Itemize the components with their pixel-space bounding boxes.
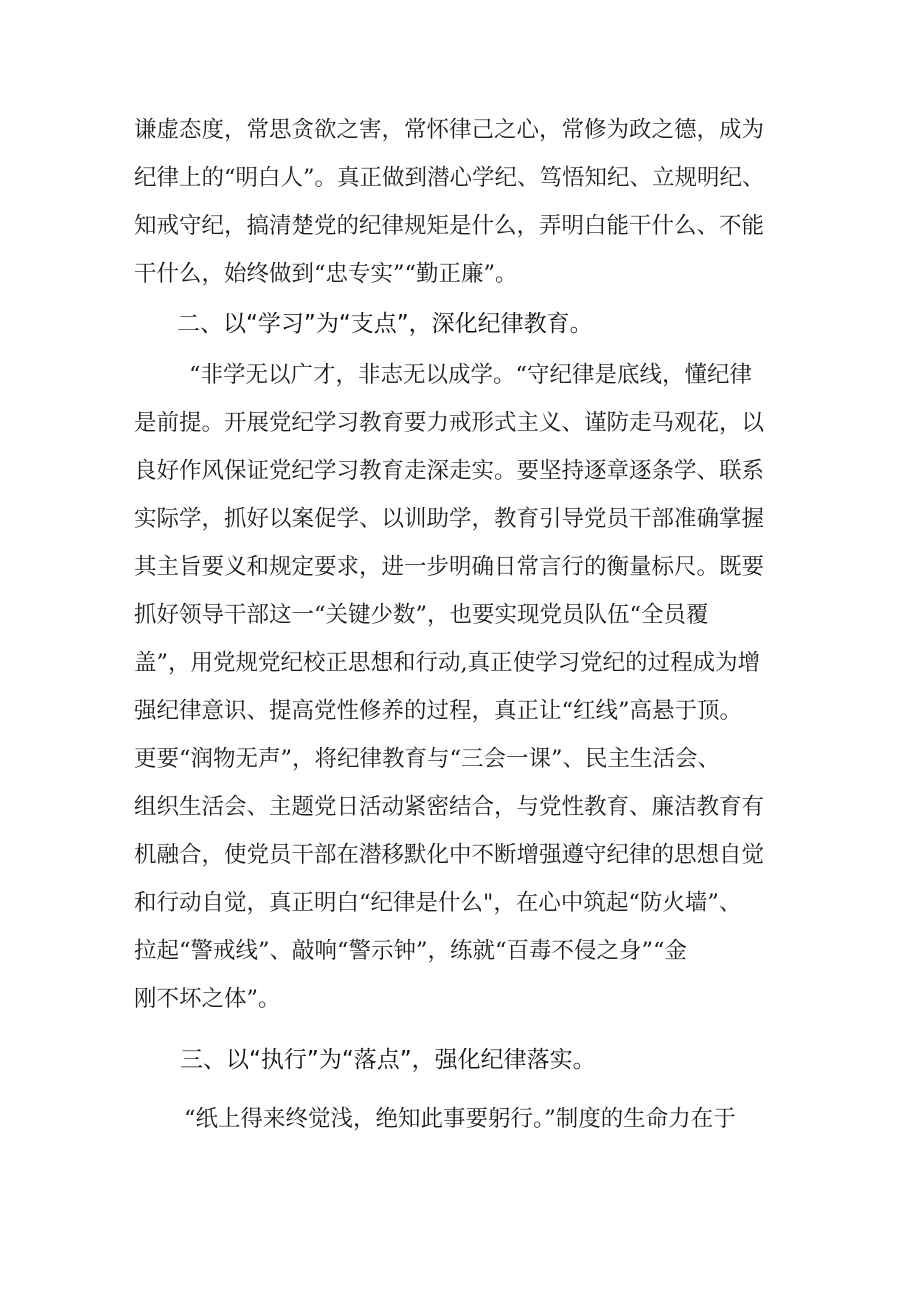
section-heading-2: 二、以“学习”为“支点”，深化纪律教育。 [177,311,593,337]
paragraph-2-line-4: 实际学，抓好以案促学、以训助学，教育引导党员干部准确掌握 [134,506,765,532]
paragraph-1-line-1: 谦虚态度，常思贪欲之害，常怀律己之心，常修为政之德，成为 [134,117,765,143]
paragraph-3-line-1: “纸上得来终觉浅，绝知此事要躬行。”制度的生命力在于 [184,1106,736,1132]
paragraph-2-line-3: 良好作风保证党纪学习教育走深走实。要坚持逐章逐条学、联系 [134,458,765,484]
paragraph-2-line-7: 盖”，用党规党纪校正思想和行动,真正使学习党纪的过程成为增 [134,650,761,676]
paragraph-1-line-4: 干什么，始终做到“忠专实”“勤正廉”。 [134,261,518,287]
paragraph-2-line-5: 其主旨要义和规定要求，进一步明确日常言行的衡量标尺。既要 [134,554,765,580]
section-heading-3: 三、以“执行”为“落点”，强化纪律落实。 [180,1047,596,1073]
paragraph-2-line-14: 刚不坏之体”。 [134,986,281,1012]
paragraph-2-line-11: 机融合，使党员干部在潜移默化中不断增强遵守纪律的思想自觉 [134,842,765,868]
paragraph-2-line-9: 更要“润物无声”，将纪律教育与“三会一课”、民主生活会、 [134,746,721,772]
paragraph-2-line-8: 强纪律意识、提高党性修养的过程，真正让“红线”高悬于顶。 [134,698,743,724]
paragraph-2-line-2: 是前提。开展党纪学习教育要力戒形式主义、谨防走马观花，以 [134,410,765,436]
paragraph-2-line-13: 拉起“警戒线”、敲响“警示钟”，练就“百毒不侵之身”“金 [134,938,688,964]
paragraph-1-line-3: 知戒守纪，搞清楚党的纪律规矩是什么，弄明白能干什么、不能 [134,213,765,239]
paragraph-2-line-6: 抓好领导干部这一“关键少数”，也要实现党员队伍“全员覆 [134,602,709,628]
paragraph-2-line-10: 组织生活会、主题党日活动紧密结合，与党性教育、廉洁教育有 [134,794,765,820]
paragraph-1-line-2: 纪律上的“明白人”。真正做到潜心学纪、笃悟知纪、立规明纪、 [134,165,765,191]
paragraph-2-line-1: “非学无以广才，非志无以成学。“守纪律是底线，懂纪律 [189,362,753,388]
paragraph-2-line-12: 和行动自觉，真正明白“纪律是什么"，在心中筑起“防火墙”、 [134,890,742,916]
